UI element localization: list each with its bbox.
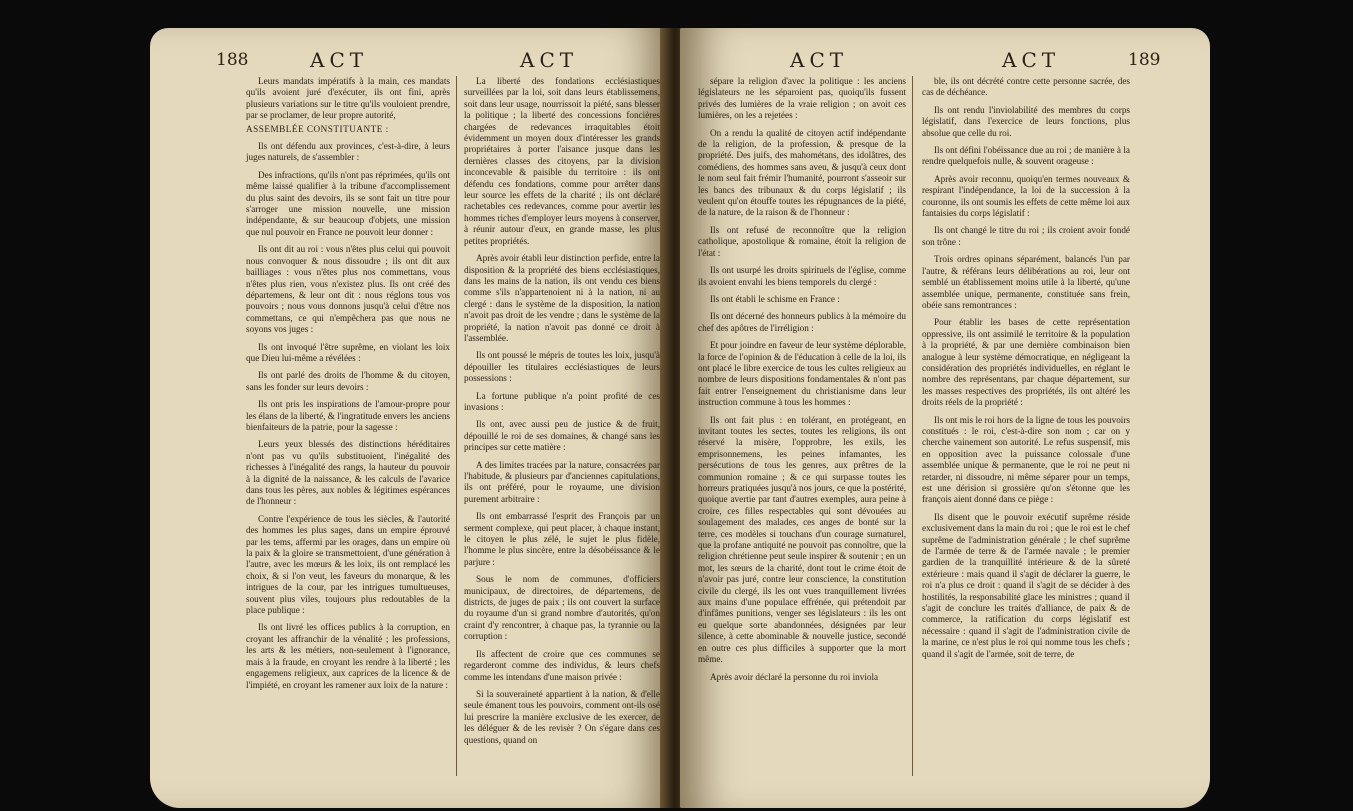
- paragraph: ble, ils ont décrété contre cette personne sacrée, des cas de déchéance.: [922, 76, 1130, 98]
- text-column-left: [246, 76, 450, 697]
- paragraph: Ils ont rendu l'inviolabilité des membres du corps législatif, dans l'exercice de leurs fonctions, plus absolue que celle du roi.: [922, 104, 1130, 138]
- paragraph: La fortune publique n'a point profité de ces invasions :: [464, 390, 660, 412]
- page-number: 188: [216, 50, 249, 70]
- text-column-right: [464, 76, 660, 752]
- paragraph: Après avoir déclaré la personne du roi inviola: [710, 671, 879, 682]
- paragraph: Et pour joindre en faveur de leur système déplorable, la force de l'opinion & de l'éducation à celle de la loi, ils ont placé le libre exercice de tous les cultes religieux au nombre de leurs dispositions fondamentales & n'ont pas fait entrer l'enseignement du christianisme dans leur instruction commune à tous les hommes :: [698, 340, 906, 408]
- section-heading: ASSEMBLÉE CONSTITUANTE :: [246, 123, 389, 134]
- paragraph: sépare la religion d'avec la politique : les anciens législateurs ne les séparoient pas, quoiqu'ils fussent privés des lumières de la vraie religion ; on avoit ces lumières, on les a rejetées :: [698, 76, 906, 121]
- paragraph: Ils ont invoqué l'être suprême, en violant les loix que Dieu lui-même a révélées :: [246, 341, 450, 363]
- paragraph: Ils disent que le pouvoir exécutif suprême réside exclusivement dans la main du roi ; que le roi est le chef suprême de l'administration générale ; le chef suprême de l'armée de terre & de l'armée navale ; le premier gardien de la tranquillité intérieure & de la sûreté extérieure : mais quand il s'agit de déclarer la guerre, le roi n'a plus ce droit : quand il s'agit de se décider à des hostilités, la responsabilité glace les ministres ; quand il s'agit de conclure les traités d'alliance, de paix & de commerce, la ratification du corps législatif est nécessaire : quand il s'agit de l'administration civile de la marine, ce n'est plus le roi qui nomme tous les chefs ; quand il s'agit de l'armée, soit de terre, de: [922, 511, 1130, 659]
- paragraph: Ils ont embarrassé l'esprit des François par un serment complexe, qui peut placer, à chaque instant, le citoyen le plus zélé, le sujet le plus fidèle, l'homme le plus sincère, entre la désobéissance & le parjure :: [464, 511, 660, 567]
- running-head: ACT: [1002, 48, 1061, 72]
- paragraph: Ils ont décerné des honneurs publics à la mémoire du chef des apôtres de l'irréligion :: [698, 311, 906, 333]
- page-number: 189: [1128, 50, 1161, 70]
- paragraph: Ils ont parlé des droits de l'homme & du citoyen, sans les fonder sur leurs devoirs :: [246, 370, 450, 392]
- paragraph: Ils ont changé le titre du roi ; ils croient avoir fondé son trône :: [922, 225, 1130, 247]
- paragraph: Ils affectent de croire que ces communes se regarderont comme des individus, & leurs chefs comme les intendans d'une maison privée :: [464, 648, 660, 682]
- paragraph: Ils ont refusé de reconnoître que la religion catholique, apostolique & romaine, étoit la religion de l'état :: [698, 224, 906, 258]
- paragraph: Ils ont, avec aussi peu de justice & de fruit, dépouillé le roi de ses domaines, & changé sans les principes sur cette matière :: [464, 419, 660, 453]
- column-rule: [912, 76, 913, 776]
- paragraph: A des limites tracées par la nature, consacrées par l'habitude, & plusieurs par d'anciennes capitulations, ils ont préféré, pour le royaume, une division purement arbitraire :: [464, 459, 660, 504]
- paragraph: Sous le nom de communes, d'officiers municipaux, de directoires, de départemens, de districts, de juges de paix ; ils ont couvert la surface du royaume d'un si grand nombre d'autorités, qu'on craint d'y rencontrer, à chaque pas, la tyrannie ou la corruption :: [464, 574, 660, 642]
- paragraph: Ils ont mis le roi hors de la ligne de tous les pouvoirs constitués : le roi, c'est-à-dire son nom ; car on y cherche vainement son autorité. Le refus suspensif, mis en opposition avec la puissance colossale d'une assemblée unique & permanente, que le roi ne peut ni retarder, ni dissoudre, ni même séparer pour un temps, est une dérision si grossière qu'on s'étonne que les françois aient donné dans ce piège :: [922, 414, 1130, 505]
- running-head: ACT: [790, 48, 849, 72]
- paragraph: Ils ont dit au roi : vous n'êtes plus celui qui pouvoit nous convoquer & nous dissoudre ; ils ont dit aux bailliages : vous n'êtes plus nos commettans, vous n'êtes plus rien, vous n'existez plus. Ils ont créé des départemens, & leur ont dit : nous réglons tous vos pouvoirs ; nous vous donnons jusqu'à celui d'être nos commettans, ce qui n'empêchera pas que nous ne soyons vos juges :: [246, 244, 450, 335]
- text-column-right: [922, 76, 1130, 666]
- right-page: [680, 28, 1210, 808]
- paragraph: La liberté des fondations ecclésiastiques surveillées par la loi, soit dans leurs établissemens, soit dans leur usage, nourrissoit la piété, sans blesser la politique ; la liberté des concessions foncières chargées de redevances irraquitables étoit évidemment un moyen doux d'intéresser les grands propriétaires à porter l'aisance jusque dans les dernières classes des citoyens, par la division inconcevable & paisible du territoire : ils ont défendu ces fondations, comme pour arrêter dans leur source les effets de la charité ; ils ont déclaré rachetables ces redevances, comme pour avertir les hommes riches d'employer leurs moyens à conserver, à réunir autour d'eux, en grande masse, les plus petites propriétés.: [464, 76, 660, 246]
- paragraph: Leurs mandats impératifs à la main, ces mandats qu'ils avoient juré d'exécuter, ils ont fini, après plusieurs variations sur le titre qu'ils vouloient prendre, par se proclamer, de leur propre autorité,: [246, 76, 450, 121]
- paragraph: Ils ont usurpé les droits spirituels de l'église, comme ils avoient envahi les biens temporels du clergé :: [698, 265, 906, 287]
- paragraph: Ils ont livré les offices publics à la corruption, en croyant les affranchir de la vénalité ; les professions, les arts & les métiers, non-seulement à l'ignorance, mais à la fraude, en croyant les rendre à la liberté ; les engagemens religieux, aux caprices de la licence & de l'impiété, en croyant les ramener aux loix de la nature :: [246, 622, 450, 690]
- paragraph: Ils ont poussé le mépris de toutes les loix, jusqu'à dépouiller les titulaires ecclésiastiques de leurs possessions :: [464, 350, 660, 384]
- paragraph: Ils ont établi le schisme en France :: [710, 293, 840, 304]
- paragraph: Des infractions, qu'ils n'ont pas réprimées, qu'ils ont même laissé qualifier à la tribune d'accomplissement du plus saint des devoirs, ils se sont fait un titre pour s'arroger une mission nouvelle, une mission indépendante, & sur beaucoup d'objets, une mission que nul pouvoir en France ne pouvoit leur donner :: [246, 169, 450, 237]
- running-head: ACT: [520, 48, 579, 72]
- paragraph: Contre l'expérience de tous les siècles, & l'autorité des hommes les plus sages, dans un empire éprouvé par les tems, affermi par les orages, dans un empire où la paix & la gloire se transmettoient, d'une génération à l'autre, avec les mœurs & les loix, ils ont remplacé les choix, & si l'on veut, les faveurs du monarque, & les intrigues de la cour, par les intrigues tumultueuses, souvent plus viles, toujours plus redoutables de la place publique :: [246, 513, 450, 616]
- paragraph: Ils ont fait plus : en tolérant, en protégeant, en invitant toutes les sectes, toutes les religions, ils ont réservé la misère, l'opprobre, les exils, les emprisonnemens, les peines infamantes, les persécutions de tous les genres, aux prêtres de la communion romaine ; & ce qui surpasse toutes les horreurs pratiquées jusqu'à nos jours, ce que la postérité, quoique avertie par tant d'autres exemples, aura peine à croire, ces filles respectables qui sont dévouées au soulagement des malades, ces anges de bonté sur la terre, ces modèles si touchans d'un courage surnaturel, que la profane antiquité ne pouvoit pas connoître, que la religion chrétienne peut seule inspirer & soutenir ; en un mot, les sœurs de la charité, dont tout le crime étoit de n'avoir pas juré, contre leur conscience, la constitution civile du clergé, ils les ont vues tranquillement livrées aux mains d'une populace effrénée, qui prétendoit par d'infâmes punitions, venger ses législateurs : ils les ont eu quelque sorte abandonnées, désignées par leur silence, à cette abominable & nouvelle justice, secondé en outre ces plus difficiles à supporter que la mort même.: [698, 414, 906, 665]
- text-column-left: [698, 76, 906, 689]
- paragraph: Après avoir reconnu, quoiqu'en termes nouveaux & respirant l'indépendance, la loi de la succession à la couronne, ils ont soumis les effets de cette même loi aux fantaisies du corps législatif :: [922, 173, 1130, 219]
- paragraph: On a rendu la qualité de citoyen actif indépendante de la religion, de la profession, & presque de la propriété. Des juifs, des mahométans, des idolâtres, des comédiens, des hommes sans aveu, & jusqu'à ceux dont le nom seul fait frémir l'humanité, pourront s'asseoir sur les bancs des tribunaux & du corps législatif ; ils veulent qu'on étouffe toutes les répugnances de la piété, de la nature, de la raison & de l'honneur :: [698, 127, 906, 218]
- paragraph: Leurs yeux blessés des distinctions héréditaires n'ont pas vu qu'ils substituoient, l'inégalité des richesses à l'inégalité des rangs, la hauteur du pouvoir à la dignité de la naissance, & les calculs de l'avarice dans tous les pères, aux nobles & légitimes espérances de l'honneur :: [246, 439, 450, 507]
- paragraph: Après avoir établi leur distinction perfide, entre la disposition & la propriété des biens ecclésiastiques, dans les mains de la nation, ils ont vendu ces biens comme s'ils n'appartenoient ni à la nation, ni au clergé : dans le système de la disposition, la nation n'avoit pas droit de les vendre ; dans le système de la propriété, la nation n'avoit pas donné ce droit à l'assemblée.: [464, 253, 660, 343]
- running-head: ACT: [310, 48, 369, 72]
- paragraph: Ils ont pris les inspirations de l'amour-propre pour les élans de la liberté, & l'ingratitude envers les anciens bienfaiteurs de la patrie, pour la sagesse :: [246, 399, 450, 432]
- paragraph: Si la souveraineté appartient à la nation, & d'elle seule émanent tous les pouvoirs, comment ont-ils osé lui prescrire la manière exclusive de les exercer, de les déléguer & de les revisèr ? On s'égare dans ces questions, quand on: [464, 688, 660, 745]
- paragraph: Ils ont défendu aux provinces, c'est-à-dire, à leurs juges naturels, de s'assembler :: [246, 141, 450, 163]
- open-book: [150, 28, 1210, 808]
- paragraph: Trois ordres opinans séparément, balancés l'un par l'autre, & référans leurs délibérations au roi, leur ont semblé un établissement moins utile à la liberté, qu'une assemblée unique, permanente, constituée sans frein, obéie sans remontrances :: [922, 254, 1130, 310]
- column-rule: [456, 76, 457, 776]
- paragraph: Ils ont défini l'obéissance due au roi ; de manière à la rendre quelquefois nulle, & souvent orageuse :: [922, 145, 1130, 167]
- paragraph: Pour établir les bases de cette représentation oppressive, ils ont assimilé le territoire & la population à la propriété, & par une dernière combinaison bien analogue à leur système démocratique, en négligeant la considération des propriétés individuelles, en réglant le nombre des représentans, par chaque département, sur les masses respectives des propriétés, ils ont altéré les droits réels de la propriété :: [922, 317, 1130, 408]
- left-page: [150, 28, 670, 808]
